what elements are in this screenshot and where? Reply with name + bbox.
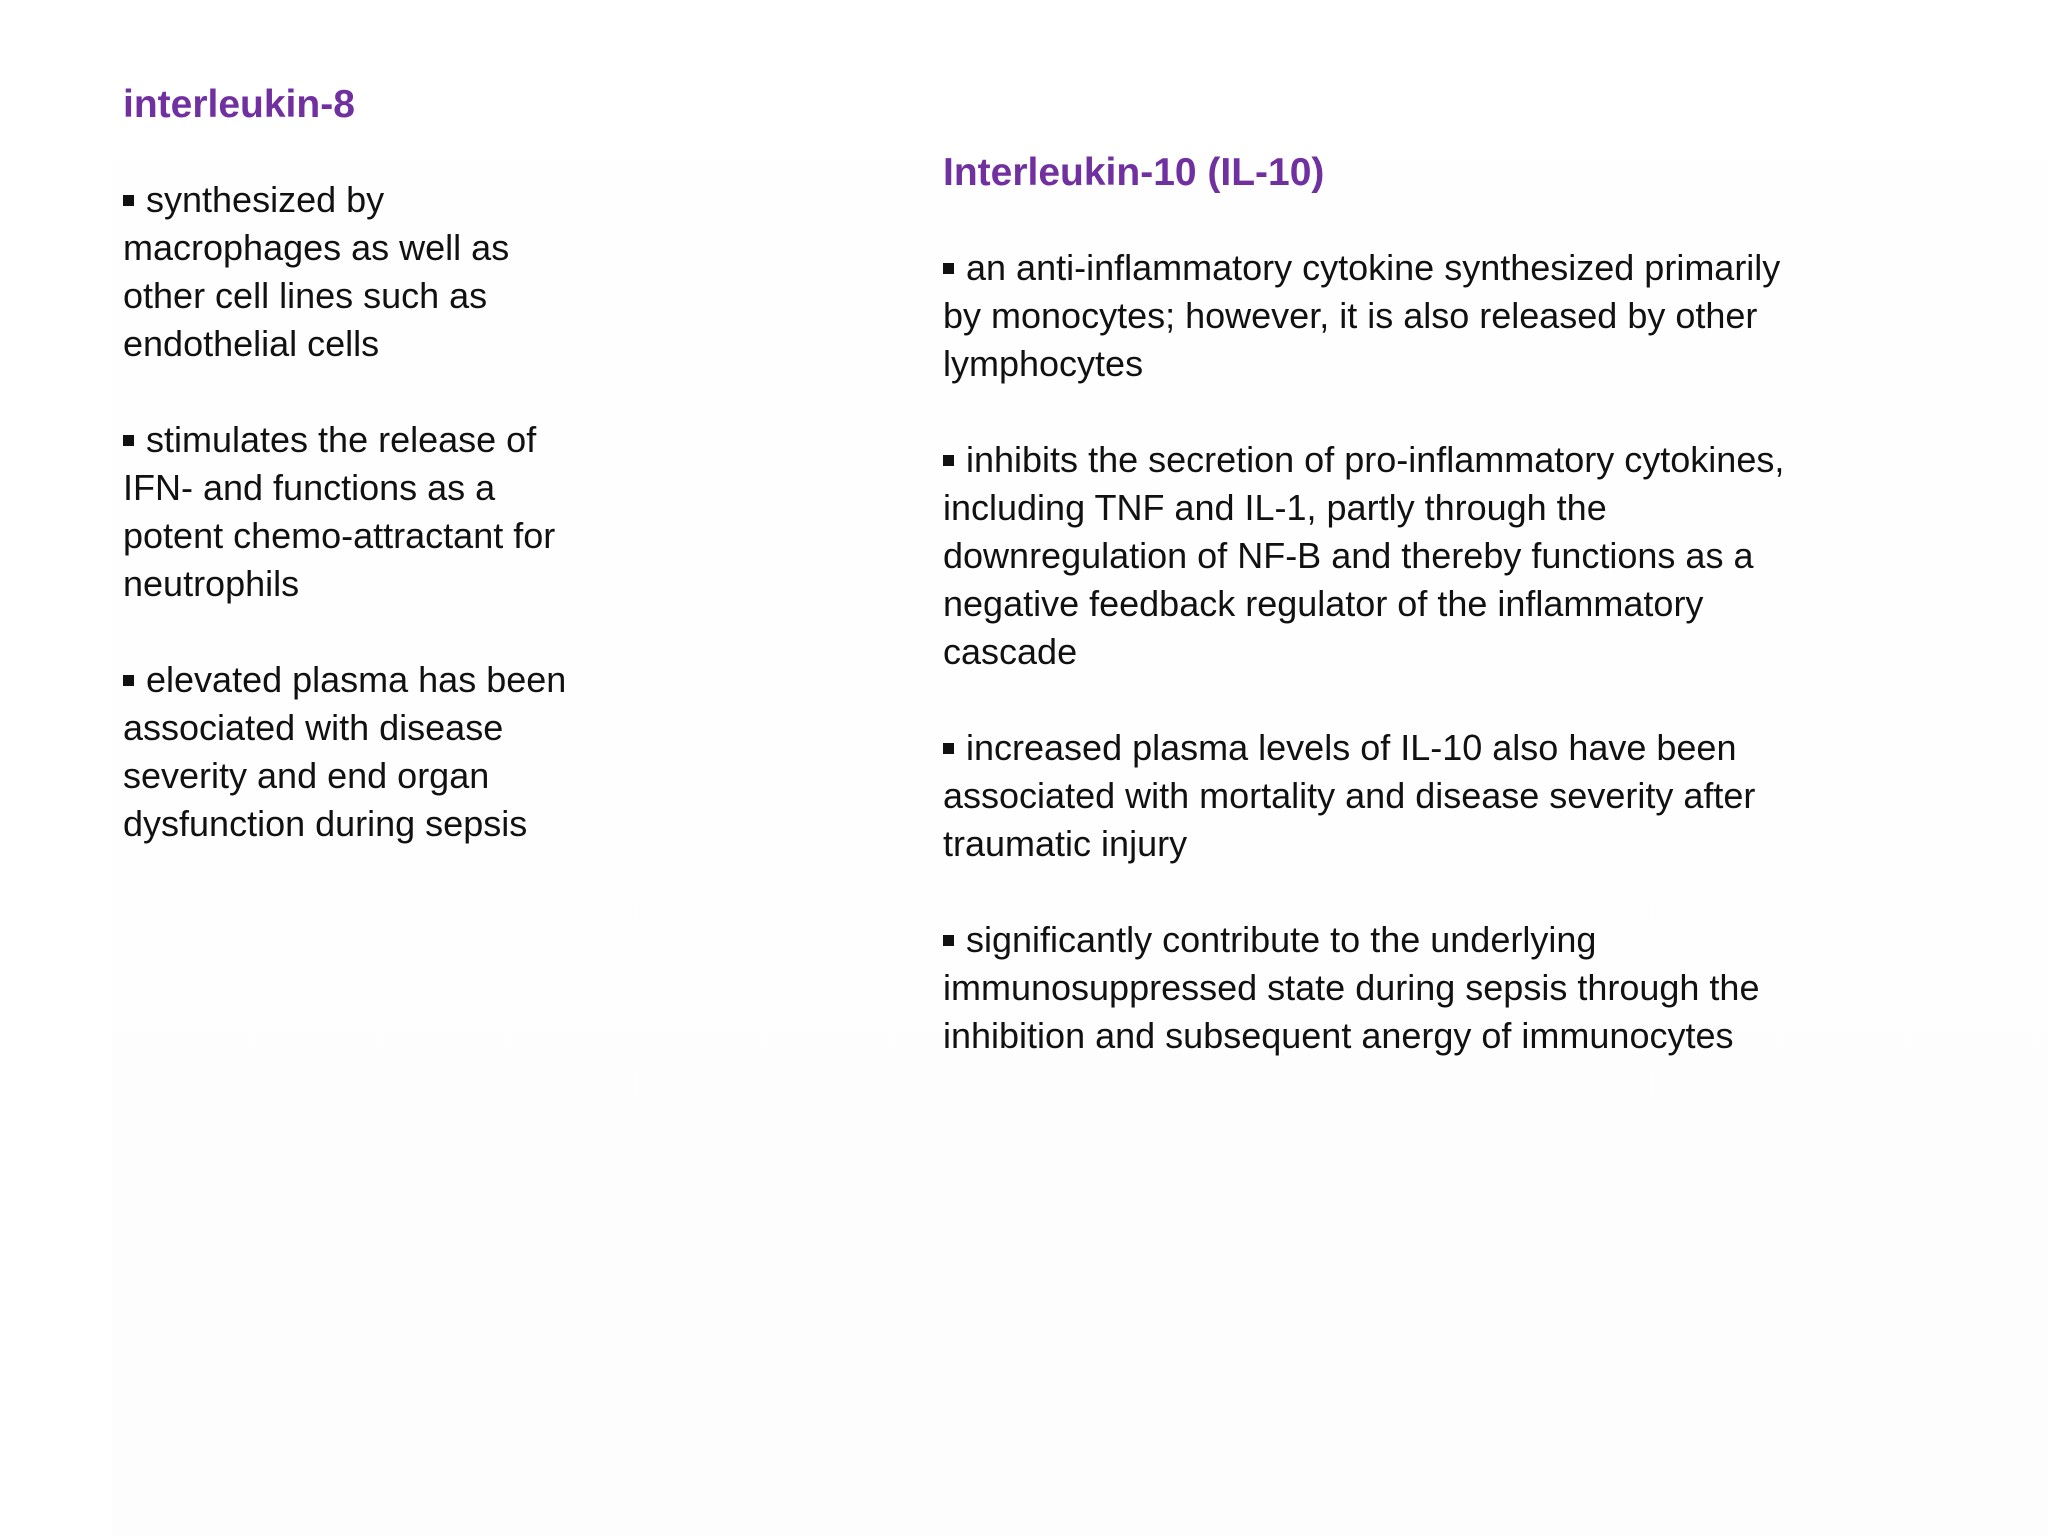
bullet-item <box>943 436 1803 676</box>
bullet-text: elevated plasma has been associated with disease severity and end organ dysfunction during sepsis <box>123 659 567 844</box>
bullet-text: synthesized by macrophages as well as other cell lines such as endothelial cells <box>123 179 510 364</box>
bullet-item <box>123 176 593 368</box>
bullet-text: an anti-inflammatory cytokine synthesized primarily by monocytes; however, it is also released by other lymphocytes <box>943 247 1781 384</box>
interleukin-10-heading: Interleukin-10 (IL-10) <box>943 151 1325 194</box>
square-bullet-icon <box>943 263 954 274</box>
square-bullet-icon <box>123 675 134 686</box>
bullet-text: stimulates the release of IFN- and functions as a potent chemo-attractant for neutrophils <box>123 419 556 604</box>
bullet-item <box>943 724 1803 868</box>
square-bullet-icon <box>943 935 954 946</box>
square-bullet-icon <box>943 455 954 466</box>
bullet-text: significantly contribute to the underlying immunosuppressed state during sepsis through the inhibition and subsequent anergy of immunocytes <box>943 919 1760 1056</box>
bullet-text: inhibits the secretion of pro-inflammatory cytokines, including TNF and IL-1, partly through the downregulation of NF-B and thereby functions as a negative feedback regulator of the inflammatory cascade <box>943 439 1785 672</box>
bullet-item <box>943 916 1803 1060</box>
bullet-item <box>123 656 593 848</box>
interleukin-8-heading: interleukin-8 <box>123 83 355 126</box>
bullet-item <box>123 416 593 608</box>
interleukin-8-section <box>123 80 593 896</box>
bullet-text: increased plasma levels of IL-10 also have been associated with mortality and disease severity after traumatic injury <box>943 727 1756 864</box>
square-bullet-icon <box>943 743 954 754</box>
square-bullet-icon <box>123 195 134 206</box>
square-bullet-icon <box>123 435 134 446</box>
interleukin-10-section <box>943 148 1803 1108</box>
bullet-item <box>943 244 1803 388</box>
